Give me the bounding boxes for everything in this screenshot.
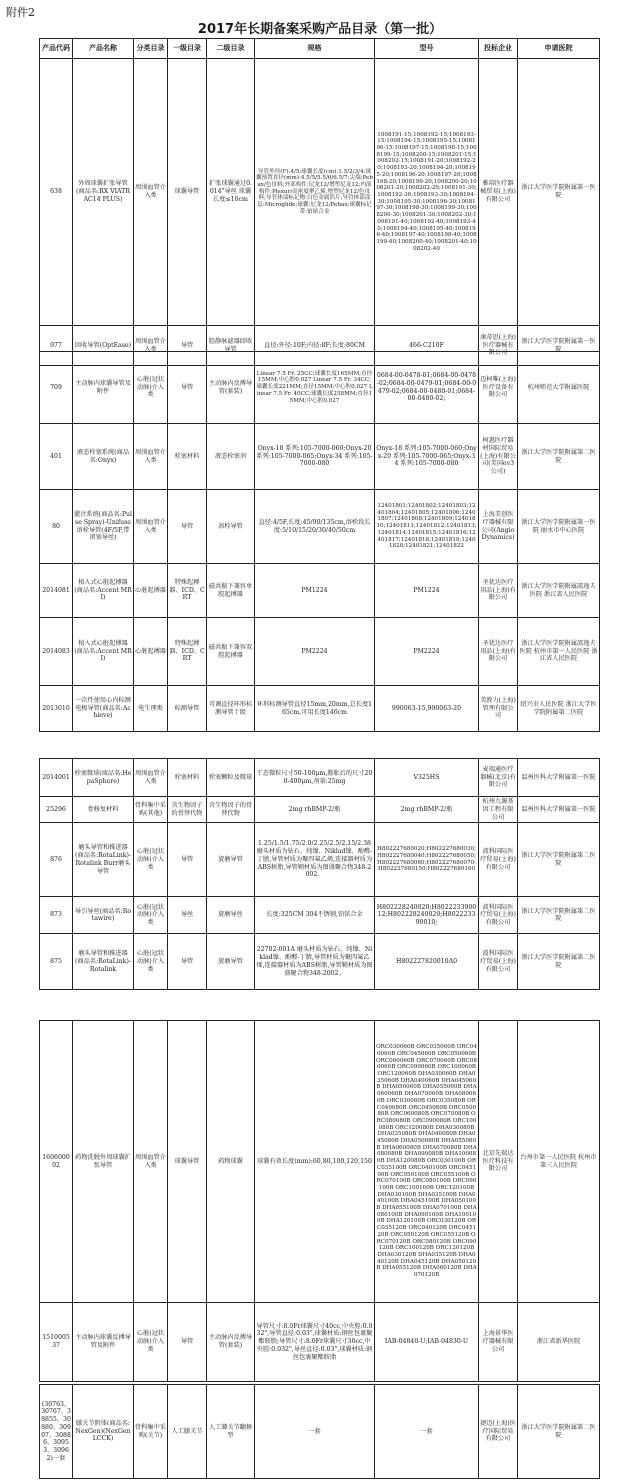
cell-spec: 干态微粒尺寸50-100μm,膨胀后的尺寸200-400μm,剂量:25mg (255, 759, 375, 797)
cell-level1: 栓塞材料 (168, 759, 207, 797)
attachment-label: 附件2 (6, 6, 35, 19)
cell-product-code: 876 (40, 823, 73, 897)
cell-spec: 直径:外径:10F;内径:8F;长度:80CM (255, 326, 375, 366)
cell-hospital: 浙江大学医学院附属邵逸夫医院 浙江省人民医院 (518, 564, 600, 618)
cell-level1: 含生物因子的骨替代物 (168, 797, 207, 823)
cell-category: 骨科集中采购(关节) (134, 1385, 168, 1479)
cell-product-name: 主动脉内球囊反搏导管及附件 (73, 1303, 134, 1382)
cell-product-code: 401 (40, 424, 73, 490)
table-row (40, 564, 600, 618)
column-header-hospital: 申请医院 (518, 39, 600, 59)
column-header-category: 分类目录 (134, 39, 168, 59)
cell-level2: 液态栓塞剂 (207, 424, 255, 490)
cell-category: 电生理类 (134, 686, 168, 732)
table-row (40, 797, 600, 823)
cell-level1: 人工膝关节 (168, 1385, 207, 1479)
cell-model: 466-C210F (375, 326, 479, 366)
cell-level2: 可调直径环形标测导管十级 (207, 686, 255, 732)
cell-product-code: 25296 (40, 797, 73, 823)
cell-hospital: 浙江大学医学院附属第二医院 (518, 1385, 600, 1479)
cell-level2: 溶栓导管 (207, 490, 255, 564)
column-header-bidder: 投标企业 (479, 39, 518, 59)
cell-category: 心脏起搏器 (134, 618, 168, 686)
cell-bidder: 圣犹达医疗用品(上海)有限公司 (479, 618, 518, 686)
cell-model: H802228240020;H802223390012;H802228240020;H802223390010; (375, 897, 479, 934)
cell-model: 12401801;12401802;12401803;12401804;12401805;12401806;12401807;12401808;12401809;12401810;12401811;12401812;12401813;12401814;12401815;12401816;12401817;12401818;12401819;12401820;12401821;12401822 (375, 490, 479, 564)
cell-spec: 导管外径(F):4/5;球囊长度(cm):1.5/2/3/4;球囊预置直径(mm):4.5/5/5.5/6/6.5/7;尖端:Pebax/色母料;外部构件:尼龙12/增塑尼龙12;内部构件:Plexur/高密度聚乙烯,增塑尼龙12/色母料;导管体部标记物:白色金属箔片;导管体部涂层:Microglide;球囊:尼龙12/Pebax;球囊标记带:铂铱合金 (255, 59, 375, 326)
cell-level2: 磁共振下兼容双腔起搏器 (207, 618, 255, 686)
cell-spec: PM2224 (255, 618, 375, 686)
cell-product-name: 栓塞微球(商品名:HepaSphere) (73, 759, 134, 797)
cell-level1: 球囊导管 (168, 1021, 207, 1303)
cell-category: 周围血管介入类 (134, 1021, 168, 1303)
column-header-spec: 规格 (255, 39, 375, 59)
cell-category: 心脏(冠状动脉)介入类 (134, 1303, 168, 1382)
cell-spec: 球囊有效长度(mm):60,80,100,120,150 (255, 1021, 375, 1303)
table-row (40, 618, 600, 686)
column-header-product-name: 产品名称 (73, 39, 134, 59)
table-row (40, 1303, 600, 1382)
cell-level1: 栓塞材料 (168, 424, 207, 490)
cell-product-code: 80 (40, 490, 73, 564)
cell-model: PM1224 (375, 564, 479, 618)
cell-product-code: 160600002 (40, 1021, 73, 1303)
cell-hospital: 浙江大学医学院附属第一医院 (518, 326, 600, 366)
cell-level2: 旋磨导管 (207, 934, 255, 990)
cell-level1: 导管 (168, 934, 207, 990)
cell-category: 心脏(冠状动脉)介入类 (134, 823, 168, 897)
cell-bidder: 波科国际医疗贸易(上海)有限公司 (479, 897, 518, 934)
cell-spec: 环形标测导管直径15mm,20mm,总长度165cm,可用长度146cm (255, 686, 375, 732)
cell-level1: 标测导管 (168, 686, 207, 732)
cell-bidder: 迈柯唯(上海)医疗设备有限公司 (479, 352, 518, 424)
cell-bidder: 北京先瑞达医疗科技有限公司 (479, 1021, 518, 1303)
cell-level1: 特殊起搏器、ICD、CRT (168, 618, 207, 686)
table-row (40, 490, 600, 564)
cell-product-code: 2014081 (40, 564, 73, 618)
table-row (40, 823, 600, 897)
cell-level1: 导管 (168, 352, 207, 424)
cell-bidder: 杭州九源基因工程有限公司 (479, 797, 518, 823)
cell-category: 周围血管介入类 (134, 759, 168, 797)
cell-bidder: 上海景华医疗器械有限公司 (479, 1303, 518, 1382)
cell-bidder: 波科国际医疗贸易(上海)有限公司 (479, 934, 518, 990)
cell-product-name: 液态栓塞系统(商品名:Onyx) (73, 424, 134, 490)
table-row (40, 59, 600, 326)
cell-spec: 长度:325CM 304不锈钢,铂铱合金 (255, 897, 375, 934)
cell-spec: 一套 (255, 1385, 375, 1479)
cell-model: 0684-00-0478-01;0684-00-0478-02;0684-00-0479-01;0684-00-0479-02;0684-00-0480-01;0684-00-0480-02; (375, 352, 479, 424)
catalog-section-5 (39, 1384, 600, 1479)
cell-product-code: (30763、30767、38855、30880、30907、30886、30953、30962)一套 (40, 1385, 73, 1479)
cell-level2: 扩张球囊通过0.014"导丝 球囊长度≤10cm (207, 59, 255, 326)
cell-spec: 导管尺寸:8.0Fr球囊尺寸40cc,中央腔:0.032",导管直径:0.03",球囊材质:钢丝包裹聚酯胺脂;导管尺寸:8.0Fr球囊尺寸30cc,中央腔:0.032",导丝直径:0.03",球囊材质:钢丝包裹聚酯胺脂 (255, 1303, 375, 1382)
cell-bidder: 圣犹达医疗用品(上海)有限公司 (479, 564, 518, 618)
table-row (40, 897, 600, 934)
cell-level1: 导管 (168, 490, 207, 564)
cell-product-name: 植入式心脏起搏器(商品名:Accent MRI) (73, 618, 134, 686)
cell-category: 周围血管介入类 (134, 59, 168, 326)
cell-bidder: 美敦力(上海)管理有限公司 (479, 686, 518, 732)
cell-product-name: 回收导管(OptEase) (73, 326, 134, 366)
cell-model: Onyx-18 系列:105-7000-060;Onyx-20 系列:105-7000-065;Onyx-34 系列:105-7000-080 (375, 424, 479, 490)
cell-model: 2mg rhBMP-2/瓶 (375, 797, 479, 823)
cell-level1: 球囊导管 (168, 59, 207, 326)
cell-spec: Onyx-18 系列:105-7000-060;Onyx-20 系列:105-7000-065;Onyx-34 系列:105-7000-080 (255, 424, 375, 490)
cell-spec: 2mg rhBMP-2/瓶 (255, 797, 375, 823)
cell-product-code: 977 (40, 326, 73, 366)
cell-hospital: 浙江大学医学院附属第二医院 (518, 424, 600, 490)
cell-spec: Linear 7.5 Fr. 25CC;球囊长度165MM;直径15MM;中心腔0.027 Linear 7.5 Fr. 34CC;球囊长度221MM;直径15MM;中心腔0.027 Linear 7.5 Fr. 40CC;球囊长度258MM;直径15MM;中心腔0.027 (255, 352, 375, 424)
cell-level2: 主动脉内反搏导管(套装) (207, 1303, 255, 1382)
table-row (40, 934, 600, 990)
cell-spec: 22782-001A 磨头材质为钻石、纯镍、Niklad镍、酚醛-丁腈,导管材质为聚四氟乙烯,连接器材质为ABS树脂,导管鞘材质为图盛聚合物348-2002。 (255, 934, 375, 990)
cell-hospital: 杭州师范大学附属医院 (518, 352, 600, 424)
cell-category: 心脏(冠状动脉)介入类 (134, 352, 168, 424)
table-row (40, 424, 600, 490)
cell-level1: 导管 (168, 823, 207, 897)
cell-hospital: 浙江大学医学院附属第二医院 (518, 823, 600, 897)
cell-product-code: 2013010 (40, 686, 73, 732)
cell-product-code: 709 (40, 352, 73, 424)
cell-level1: 导管 (168, 326, 207, 366)
header-row (40, 39, 600, 59)
cell-product-name: 一次性使用心内标测电极导管(商品名:Achieve) (73, 686, 134, 732)
cell-level2: 旋磨导丝 (207, 897, 255, 934)
cell-level2: 药物球囊 (207, 1021, 255, 1303)
cell-spec: 直径:4/5F,长度:45/90/135cm,溶栓段长度:5/10/15/20/30/40/50cm (255, 490, 375, 564)
cell-product-name: 灌注系统(商品名:Pulse Spray)-Unifuse溶栓导管(4F/5F,带闭塞导丝) (73, 490, 134, 564)
cell-hospital: 浙江省新华医院 (518, 1303, 600, 1382)
cell-bidder: 上海美创医疗器械有限公司(AngioDynamics) (479, 490, 518, 564)
cell-product-name: 膝关节假体(商品名:NexGen)(NexGen LCCK) (73, 1385, 134, 1479)
cell-level1: 特殊起搏器、ICD、CRT (168, 564, 207, 618)
page-title: 2017年长期备案采购产品目录（第一批） (197, 22, 443, 37)
cell-hospital: 浙江大学医学院附属第一医院 丽水市中心医院 (518, 490, 600, 564)
cell-bidder: 雅培医疗器械贸易(上海)有限公司 (479, 59, 518, 326)
cell-product-name: 磨头导管和推进器(商品名:RotaLink)-Rotalink (73, 934, 134, 990)
cell-hospital: 浙江大学医学院附属第二医院 (518, 897, 600, 934)
cell-product-code: 873 (40, 897, 73, 934)
cell-bidder: 麦瑞通医疗器械(北京)有限公司 (479, 759, 518, 797)
cell-hospital: 浙江大学医学院附属邵逸夫医院 杭州市第一人民医院 浙江省人民医院 (518, 618, 600, 686)
table-row (40, 1385, 600, 1479)
cell-category: 周围血管介入类 (134, 490, 168, 564)
table-row (40, 1021, 600, 1303)
cell-hospital: 温州医科大学附属第一医院 (518, 759, 600, 797)
cell-level2: 栓塞颗粒及微球 (207, 759, 255, 797)
cell-model: PM2224 (375, 618, 479, 686)
cell-product-code: 2014083 (40, 618, 73, 686)
cell-model: H802227820010A0 (375, 934, 479, 990)
cell-category: 骨科集中采购(其他) (134, 797, 168, 823)
cell-bidder: 康蒂思(上海)医疗器械有限公司 (479, 326, 518, 366)
cell-spec: PM1224 (255, 564, 375, 618)
catalog-section-2 (39, 351, 600, 732)
cell-hospital: 浙江大学医学院附属第二医院 (518, 934, 600, 990)
table-row (40, 686, 600, 732)
cell-level1: 导丝 (168, 897, 207, 934)
cell-product-name: 主动脉内球囊导管及附件 (73, 352, 134, 424)
cell-level2: 腔静脉滤器回收导管 (207, 326, 255, 366)
cell-spec: 1.25/1.5/1.75/2.0/2.25/2.5/2.15/2.38 磨头材质为钻石、纯镍、Niklad镍、酚醛-丁腈,导管材质为聚四氟乙烯,连接器材质为ABS树脂,导管鞘材质为图盛聚合物348-2002。 (255, 823, 375, 897)
cell-product-name: 骨修复材料 (73, 797, 134, 823)
cell-product-name: 植入式心脏起搏器(商品名:Accent MRI) (73, 564, 134, 618)
cell-level2: 含生物因子的骨替代物 (207, 797, 255, 823)
column-header-level2: 二级目录 (207, 39, 255, 59)
cell-model: 1008191-15;1008192-15;1008193-15;1008194-15;1008195-15;1008196-15;1008197-15;1008198-15;1008199-15;1008200-15;1008201-15;1008202-15;1008191-20;1008192-20;1008193-20;1008194-20;1008195-20;1008196-20;1008197-20;1008198-20;1008199-20;1008200-20;1008201-20;1008202-20;1008191-30;1008192-30;1008193-30;1008194-30;1008195-30;1008196-30;1008197-30;1008198-30;1008199-30;1008200-30;1008201-30;1008202-30;1008191-40;1008192-40;1008193-40;1008194-40;1008195-40;1008196-40;1008197-40;1008198-40;1008199-40;1008200-40;1008201-40;1008202-40 (375, 59, 479, 326)
column-header-product-code: 产品代码 (40, 39, 73, 59)
cell-category: 周围血管介入类 (134, 424, 168, 490)
cell-product-code: 638 (40, 59, 73, 326)
cell-model: IAB-04840-U;IAB-04830-U (375, 1303, 479, 1382)
cell-model: ORC030060B ORC035060B ORC040060B ORC045060B ORC050060B ORC060060B ORC070060B ORC080060B ORC090060B ORC100060B ORC120060B DHA030060B DHA035060B DHA040060B DHA045060B DHA050060B DHA055060B DHA060060B DHA070060B DHA080060B ORC030080B ORC035080B ORC040080B ORC045080B ORC050080B ORC060080B ORC070080B ORC080080B ORC090080B ORC100080B ORC120080B DHA030080B DHA035080B DHA040080B DHA045080B DHA050080B DHA055080B DHA060080B DHA070080B DHA080080B DHA090080B DHA100080B DHA120080B ORC030100B ORC035100B ORC040100B ORC045100B ORC050100B ORC055100B ORC070100B ORC080100B ORC090100B ORC100100B ORC120100B DHA030100B DHA035100B DHA040100B DHA045100B DHA050100B DHA055100B DHA070100B DHA080100B DHA090100B DHA100100B DHA120100B ORC030120B ORC035120B ORC040120B ORC045120B ORC050120B ORC055120B ORC070120B ORC080120B ORC090120B ORC100120B ORC120120B DHA030120B DHA035120B DHA040120B DHA045120B DHA050120B DHA055120B DHA060120B DHA070120B (375, 1021, 479, 1303)
cell-product-name: 导引导丝(商品名:Rotawire) (73, 897, 134, 934)
cell-bidder: 柯惠医疗器材国际贸易(上海)有限公司(美国ev3公司) (479, 424, 518, 490)
cell-bidder: 捷迈(上海)医疗国际贸易有限公司 (479, 1385, 518, 1479)
cell-category: 心脏(冠状动脉)介入类 (134, 934, 168, 990)
cell-level2: 旋磨导管 (207, 823, 255, 897)
cell-model: V325HS (375, 759, 479, 797)
cell-product-code: 151000537 (40, 1303, 73, 1382)
table-row (40, 352, 600, 424)
cell-level2: 人工膝关节翻修型 (207, 1385, 255, 1479)
cell-hospital: 浙江大学医学院附属第一医院 (518, 59, 600, 326)
table-row (40, 759, 600, 797)
cell-model: H802227680020;H802227680030;H802227680040;H802227680050;H802227680060;H802227680070;H802227680150;H802227680160 (375, 823, 479, 897)
cell-hospital: 绍兴市人民医院 浙江大学医学院附属第二医院 (518, 686, 600, 732)
cell-level1: 导管 (168, 1303, 207, 1382)
cell-hospital: 台州市第一人民医院 杭州市第三人民医院 (518, 1021, 600, 1303)
cell-product-name: 磨头导管和推进器(商品名:RotaLink)-Rotalink Burr磨头导管 (73, 823, 134, 897)
cell-product-name: 药物洗脱外周球囊扩张导管 (73, 1021, 134, 1303)
column-header-model: 型号 (375, 39, 479, 59)
cell-category: 周围血管介入类 (134, 326, 168, 366)
cell-product-name: 外周球囊扩张导管(商品名:RX VIATRAC14 PLUS) (73, 59, 134, 326)
cell-category: 心脏起搏器 (134, 564, 168, 618)
cell-model: 990063-15,990063-20 (375, 686, 479, 732)
cell-model: 一套 (375, 1385, 479, 1479)
column-header-level1: 一级目录 (168, 39, 207, 59)
cell-product-code: 2014001 (40, 759, 73, 797)
cell-bidder: 波科国际医疗贸易(上海)有限公司 (479, 823, 518, 897)
cell-level2: 磁共振下兼容单腔起搏器 (207, 564, 255, 618)
catalog-section-4 (39, 1020, 600, 1382)
cell-product-code: 875 (40, 934, 73, 990)
cell-category: 心脏(冠状动脉)介入类 (134, 897, 168, 934)
catalog-section-1 (39, 38, 600, 366)
cell-level2: 主动脉内反搏导管(套装) (207, 352, 255, 424)
cell-hospital: 温州医科大学附属第一医院 (518, 797, 600, 823)
catalog-section-3 (39, 758, 600, 990)
